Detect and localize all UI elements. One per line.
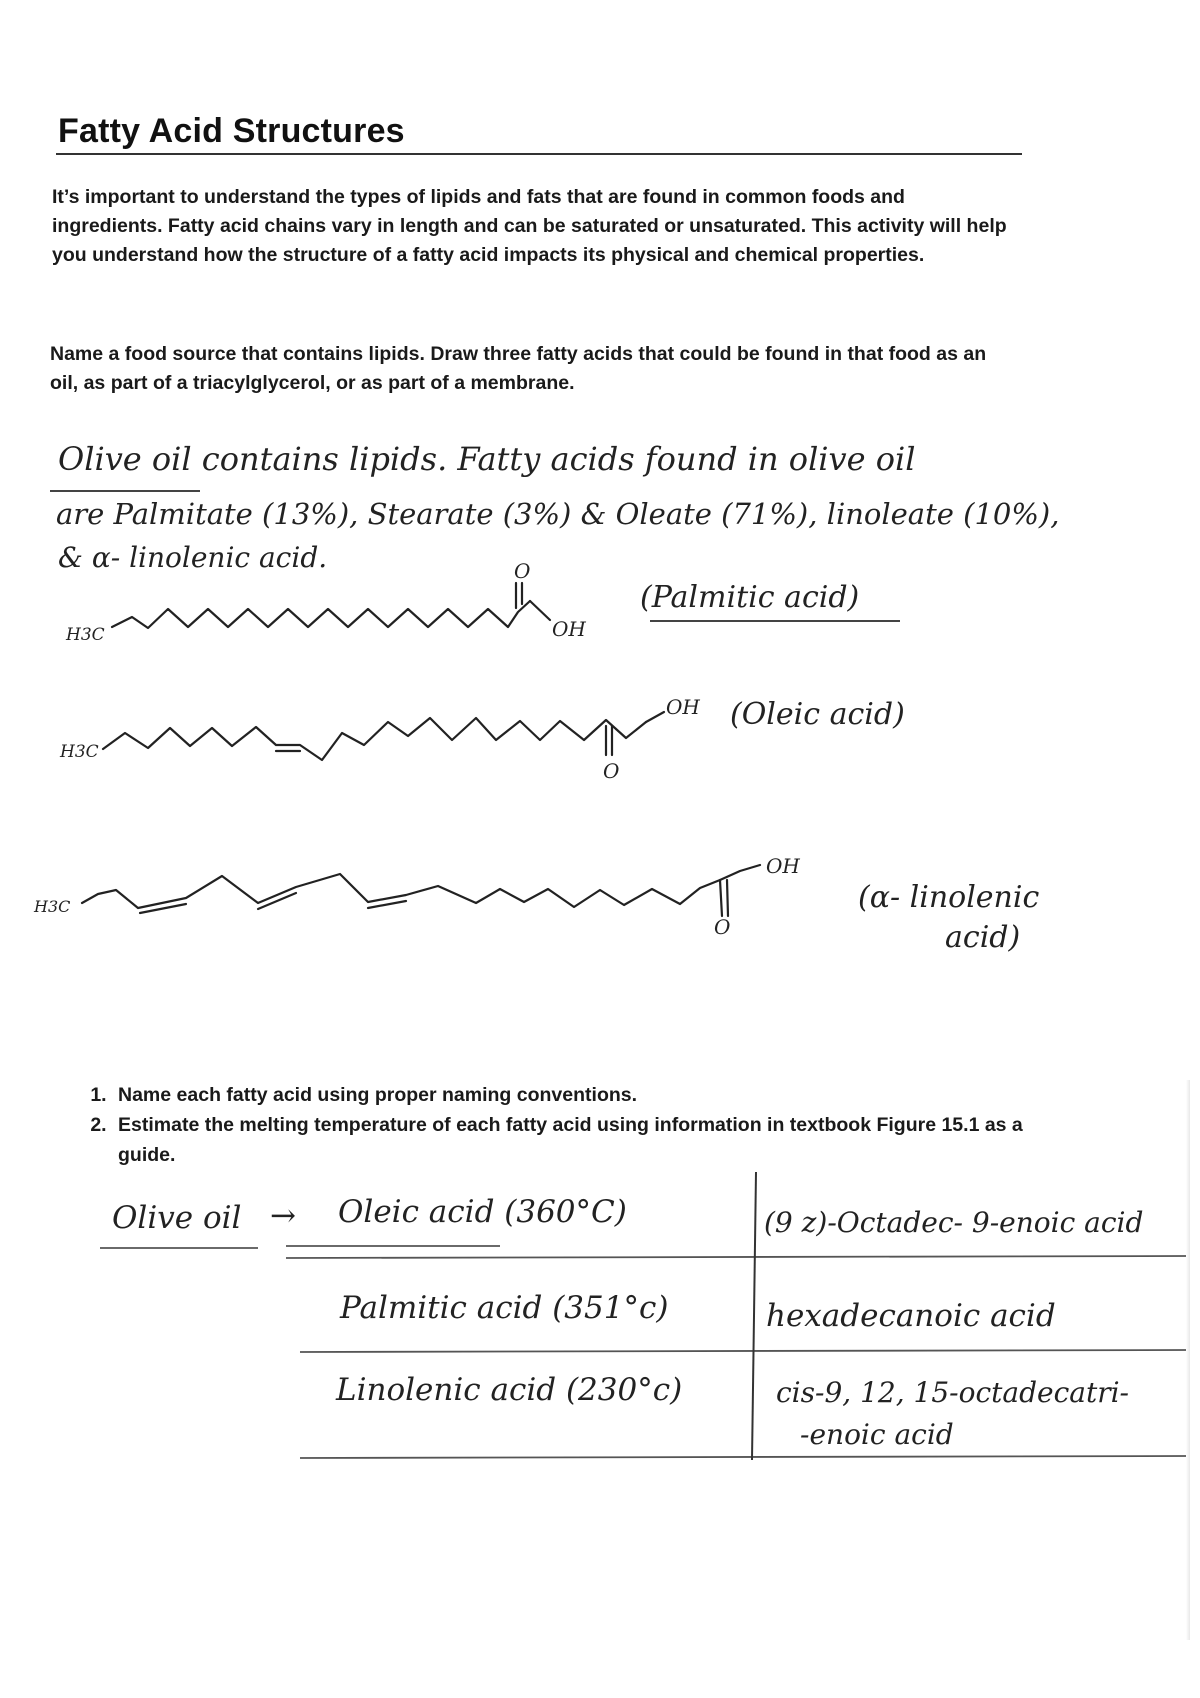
question-2: 2. Estimate the melting temperature of each fatty acid using information in textbook Figure 15.1 as a guide. — [112, 1110, 1062, 1170]
oleic-methyl: H3C — [60, 742, 99, 762]
row-2-acid: Palmitic acid (351°c) — [340, 1290, 669, 1326]
palmitic-methyl: H3C — [66, 625, 105, 645]
row-1-acid: Oleic acid (360°C) — [338, 1194, 627, 1230]
answer-line-1: Olive oil contains lipids. Fatty acids found in olive oil — [58, 440, 916, 478]
row-1-iupac: (9 z)-Octadec- 9-enoic acid — [764, 1206, 1144, 1239]
palmitic-oh: OH — [552, 617, 586, 641]
oleic-oh: OH — [666, 695, 700, 719]
arrow-glyph: → — [270, 1198, 296, 1234]
oleic-carbonyl-o: O — [603, 759, 620, 783]
oleic-acid-label: (Oleic acid) — [730, 697, 905, 732]
intro-paragraph: It’s important to understand the types of lipids and fats that are found in common foods and ingredients. Fatty acid chains vary in length and can be saturated or unsaturated. This activity will help you understand how the structure of a fatty acid impacts its physical and chemical properties. — [52, 186, 1007, 266]
linolenic-acid-label-2: acid) — [945, 920, 1021, 955]
answer-line-2: are Palmitate (13%), Stearate (3%) & Oleate (71%), linoleate (10%), — [56, 497, 1060, 531]
palmitic-acid-label: (Palmitic acid) — [640, 580, 860, 615]
row-3-iupac-line-2: -enoic acid — [800, 1418, 954, 1451]
row-3-iupac-line-1: cis-9, 12, 15-octadecatri- — [776, 1376, 1130, 1409]
linolenic-oh: OH — [766, 854, 800, 878]
question-1: 1. Name each fatty acid using proper naming conventions. — [112, 1080, 1062, 1110]
row-2-iupac: hexadecanoic acid — [766, 1298, 1056, 1334]
palmitic-carbonyl-o: O — [514, 559, 531, 583]
linolenic-carbonyl-o: O — [714, 915, 731, 939]
answer-line-3: & α- linolenic acid. — [58, 541, 328, 574]
row-3-acid: Linolenic acid (230°c) — [336, 1372, 683, 1408]
linolenic-methyl: H3C — [34, 897, 71, 916]
page-edge-shadow — [1186, 1080, 1190, 1640]
food-source: Olive oil — [112, 1200, 242, 1236]
linolenic-acid-label-1: (α- linolenic — [858, 880, 1040, 915]
page-title: Fatty Acid Structures — [58, 112, 405, 150]
activity-prompt: Name a food source that contains lipids. Draw three fatty acids that could be found in that food as an oil, as part of a triacylglycerol, or as part of a membrane. — [50, 343, 987, 394]
